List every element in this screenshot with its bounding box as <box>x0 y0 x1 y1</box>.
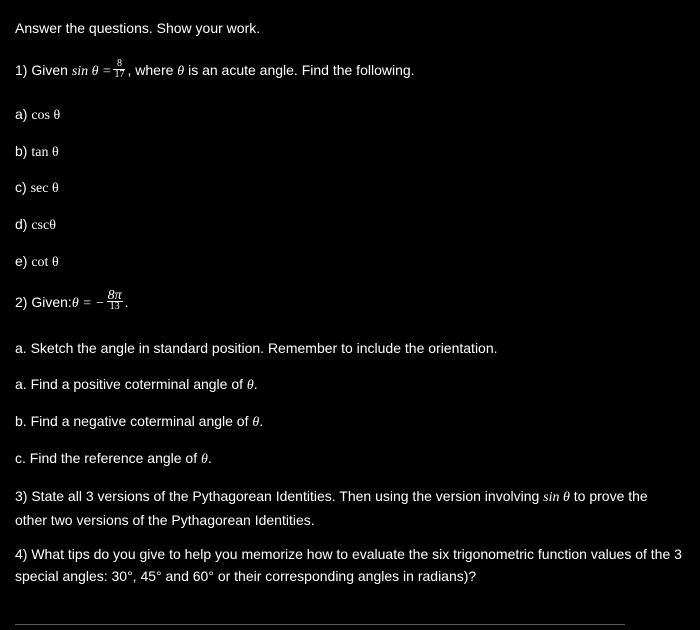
question-3-expression: sin θ <box>543 490 570 505</box>
question-1 <box>15 57 415 82</box>
part-c-expression: sec θ <box>30 181 59 196</box>
question-1-fraction <box>113 59 125 80</box>
item-reference-text: c. Find the reference angle of <box>15 450 201 466</box>
part-e-label: e) <box>15 253 32 269</box>
instructions: Answer the questions. Show your work. <box>15 20 261 36</box>
question-2-fraction <box>107 287 123 312</box>
question-2-item-positive <box>15 374 258 396</box>
part-a-expression: cos θ <box>31 108 61 123</box>
question-1-function: sin θ = <box>71 64 112 79</box>
question-1-comma: , <box>127 62 132 78</box>
item-negative-text: b. Find a negative coterminal angle of <box>15 413 253 429</box>
item-positive-text: a. Find a positive coterminal angle of <box>15 376 247 392</box>
part-c <box>15 177 59 199</box>
part-d-label: d) <box>15 216 32 232</box>
part-e-expression: cot θ <box>31 255 59 270</box>
question-1-numerator: 8 <box>113 59 125 70</box>
question-2-item-reference <box>15 448 212 470</box>
question-3-before: 3) State all 3 versions of the Pythagorean Identities. Then using the version involving <box>15 488 544 504</box>
question-1-prefix: 1) Given <box>15 62 72 78</box>
question-1-where: where <box>135 62 178 78</box>
part-e <box>15 251 59 273</box>
question-2-expression: θ = − <box>71 296 105 311</box>
question-4: 4) What tips do you give to help you memorize how to evaluate the six trigonometric function values of the 3 special angles: 30°, 45° and 60° or their corresponding angles in radians)? <box>15 546 682 584</box>
part-b <box>15 141 59 163</box>
question-3-after: to prove the other two versions of the Pythagorean Identities. <box>15 488 648 528</box>
item-reference-theta: θ <box>201 452 208 467</box>
question-1-denominator: 17 <box>114 68 125 80</box>
item-negative-theta: θ <box>252 415 260 430</box>
part-d-expression: cscθ <box>31 218 56 233</box>
question-2-numerator: 8π <box>107 287 122 303</box>
question-2-item-negative <box>15 411 263 433</box>
question-2 <box>15 287 129 314</box>
question-2-item-sketch: a. Sketch the angle in standard position. Remember to include the orientation. <box>15 340 498 356</box>
question-1-theta: θ <box>177 64 185 79</box>
item-positive-theta: θ <box>246 378 254 393</box>
item-positive-end: . <box>253 376 258 392</box>
bottom-divider <box>15 624 625 625</box>
part-b-label: b) <box>15 143 32 159</box>
part-b-expression: tan θ <box>31 145 59 160</box>
question-1-suffix: is an acute angle. Find the following. <box>184 62 415 78</box>
item-reference-end: . <box>207 450 212 466</box>
part-a-label: a) <box>15 106 32 122</box>
part-d <box>15 214 56 236</box>
part-c-label: c) <box>15 179 31 195</box>
question-2-period: . <box>124 294 129 310</box>
question-2-prefix: 2) Given: <box>15 294 72 310</box>
item-negative-end: . <box>259 413 264 429</box>
question-3 <box>15 485 680 531</box>
part-a <box>15 104 60 126</box>
question-2-denominator: 13 <box>109 300 120 312</box>
